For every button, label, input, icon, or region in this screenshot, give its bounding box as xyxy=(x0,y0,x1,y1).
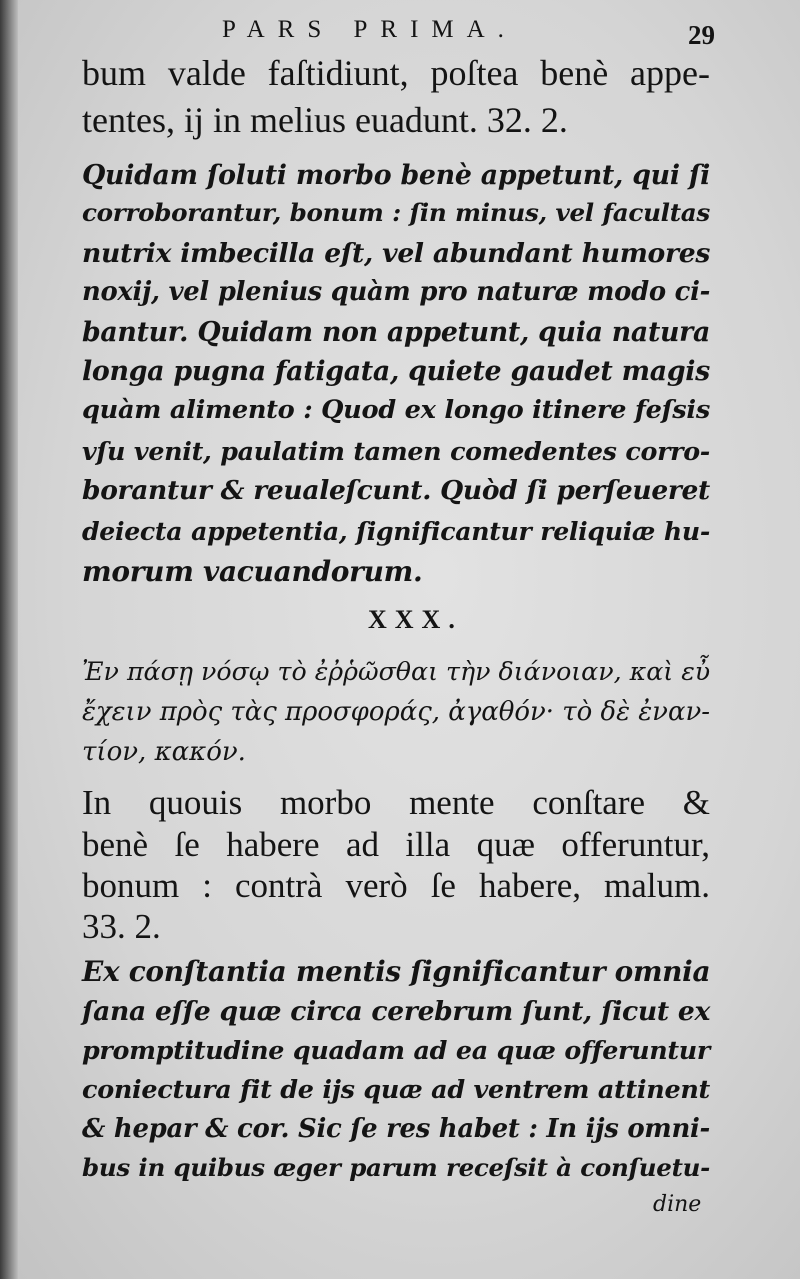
greek-line: τίον, κακόν. xyxy=(82,737,246,767)
commentary-line: borantur & reualeſcunt. Quòd ſi perſeueret xyxy=(82,475,710,506)
commentary-line: promptitudine quadam ad ea quæ offeruntur xyxy=(82,1035,710,1065)
commentary-line: bantur. Quidam non appetunt, quia natura xyxy=(82,317,710,348)
section-number: XXX. xyxy=(368,605,463,634)
commentary-line: vſu venit, paulatim tamen comedentes corro- xyxy=(82,436,710,466)
aphorism-line: In quouis morbo mente conſtare & xyxy=(82,783,710,822)
page-header xyxy=(0,14,800,54)
text-line: bum valde faſtidiunt, poſtea benè appe- xyxy=(82,53,710,93)
page-number: 29 xyxy=(688,20,715,50)
commentary-line: longa pugna fatigata, quiete gaudet magis xyxy=(82,356,710,387)
commentary-line: morum vacuandorum. xyxy=(82,555,423,588)
text-line: tentes, ij in melius euadunt. 32. 2. xyxy=(82,100,568,140)
page-gutter-shadow xyxy=(0,0,18,1279)
commentary-line: coniectura fit de ijs quæ ad ventrem attinent xyxy=(82,1074,710,1104)
commentary-line: quàm alimento : Quod ex longo itinere feſsis xyxy=(82,395,710,425)
commentary-line: corroborantur, bonum : ſin minus, vel facultas xyxy=(82,198,710,227)
commentary-line: ſana eſſe quæ circa cerebrum ſunt, ſicut ex xyxy=(82,996,710,1027)
commentary-line: & hepar & cor. Sic ſe res habet : In ijs omni- xyxy=(82,1114,710,1144)
greek-line: Ἐν πάσῃ νόσῳ τὸ ἐῤῥῶσθαι τὴν διάνοιαν, καὶ εὖ xyxy=(82,657,711,686)
commentary-line: deiecta appetentia, ſignificantur reliquiæ hu- xyxy=(82,516,710,546)
running-head: PARS PRIMA. xyxy=(222,16,517,43)
greek-line: ἔχειν πρὸς τὰς προσφοράς, ἀγαθόν· τὸ δὲ ἐναν- xyxy=(82,697,710,727)
aphorism-line: bonum : contrà verò ſe habere, malum. xyxy=(82,866,710,905)
commentary-line: nutrix imbecilla eſt, vel abundant humores xyxy=(82,238,710,269)
commentary-line: Quidam ſoluti morbo benè appetunt, qui ſi xyxy=(82,160,710,191)
aphorism-reference: 33. 2. xyxy=(82,907,161,946)
commentary-line: Ex conſtantia mentis ſignificantur omnia xyxy=(82,955,711,988)
commentary-line: noxij, vel plenius quàm pro naturæ modo ci- xyxy=(82,277,710,307)
catchword: dine xyxy=(653,1192,702,1217)
commentary-line: bus in quibus æger parum receſsit à conſuetu- xyxy=(82,1153,710,1182)
aphorism-line: benè ſe habere ad illa quæ offeruntur, xyxy=(82,825,710,864)
